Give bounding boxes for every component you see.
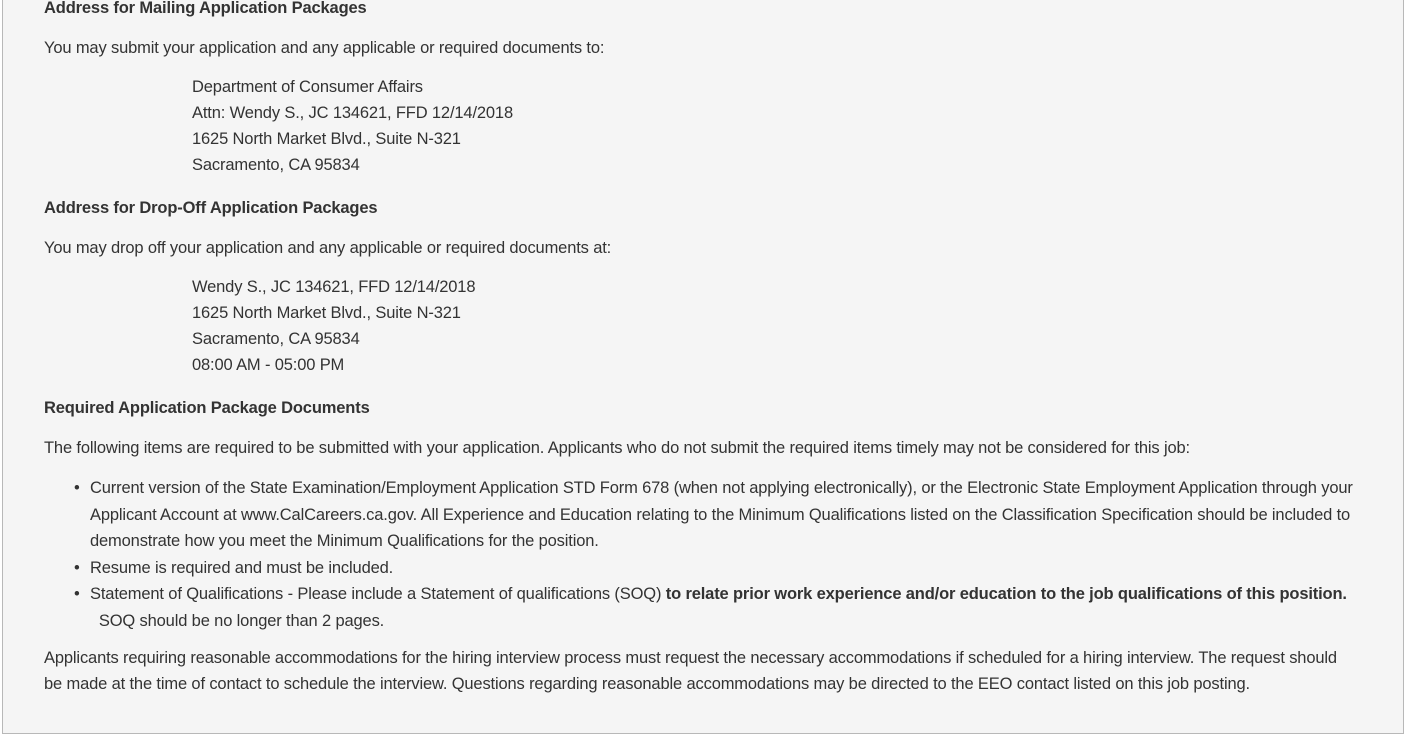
dropoff-address-line: Sacramento, CA 95834 [192,330,360,348]
list-item-emphasis: to relate prior work experience and/or education to the job qualifications of this position. [665,585,1347,603]
list-item-text: SOQ should be no longer than 2 pages. [90,611,385,630]
list-item-text: Statement of Qualifications - Please include a Statement of qualifications (SOQ) [90,585,666,603]
dropoff-address [192,274,475,378]
list-item [44,475,1364,555]
job-posting-panel [2,0,1404,734]
mailing-address-line: Department of Consumer Affairs [192,78,423,96]
dropoff-address-line: Wendy S., JC 134621, FFD 12/14/2018 [192,278,476,296]
mailing-address-line: Attn: Wendy S., JC 134621, FFD 12/14/2018 [192,104,513,122]
list-item [44,555,1364,582]
list-item-text: Current version of the State Examination/Employment Application STD Form 678 (when not applying electronically), or the Electronic State Employment Application through your Applicant Account at www.CalCareers.ca.gov. All Experience and Education relating to the Minimum Qualifications listed on the Classification Specification should be included to demonstrate how you meet the Minimum Qualifications for the position. [90,479,1353,550]
mailing-heading: Address for Mailing Application Packages [44,0,367,17]
list-item-text: Resume is required and must be included. [90,558,394,577]
dropoff-heading: Address for Drop-Off Application Packages [44,199,378,217]
dropoff-address-line: 1625 North Market Blvd., Suite N-321 [192,304,461,322]
bullet-icon: • [74,479,80,497]
bullet-icon: • [74,585,80,603]
list-item [44,581,1364,634]
required-docs-intro: The following items are required to be submitted with your application. Applicants who do not submit the required items timely may not be considered for this job: [44,439,1190,457]
mailing-intro: You may submit your application and any applicable or required documents to: [44,39,605,57]
mailing-address-line: Sacramento, CA 95834 [192,156,360,174]
required-docs-heading: Required Application Package Documents [44,399,370,417]
mailing-address-line: 1625 North Market Blvd., Suite N-321 [192,130,461,148]
accommodations-note: Applicants requiring reasonable accommodations for the hiring interview process must request the necessary accommodations if scheduled for a hiring interview. The request should be made at the time of contact to schedule the interview. Questions regarding reasonable accommodations may be directed to the EEO contact listed on this job posting. [44,649,1337,693]
mailing-address [192,74,513,178]
bullet-icon: • [74,558,80,577]
required-docs-list [44,475,1364,634]
dropoff-hours: 08:00 AM - 05:00 PM [192,356,345,374]
dropoff-intro: You may drop off your application and any applicable or required documents at: [44,239,612,257]
